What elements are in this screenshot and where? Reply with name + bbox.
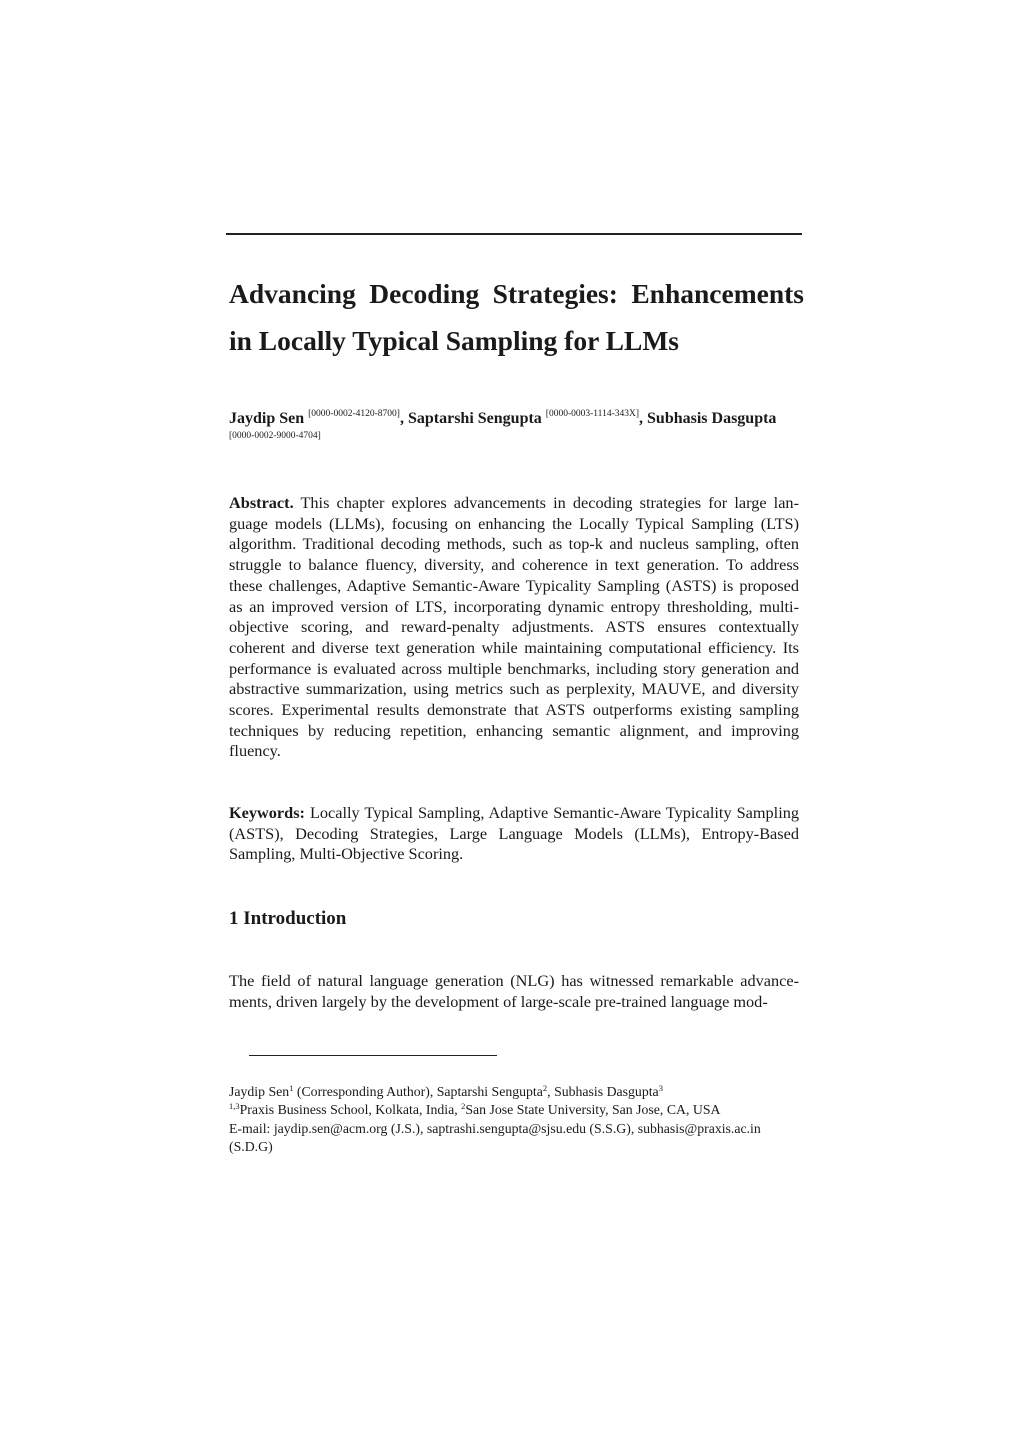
footnote xyxy=(229,1083,799,1156)
footnote-affiliations xyxy=(229,1101,799,1119)
footnote-affiliation: San Jose State University, San Jose, CA, USA xyxy=(465,1102,721,1118)
footnote-author: Jaydip Sen xyxy=(229,1084,290,1099)
footnote-sup: 2 xyxy=(542,1083,548,1093)
abstract-text: This chapter explores advancements in decoding strategies for large language models (LLMs), focusing on enhancing the Locally Typical Sampling (LTS) algorithm. Traditional decoding methods, such as top-k and nucleus sampling, often struggle to balance fluency, diversity, and coherence in text generation. To address these challenges, Adaptive Semantic-Aware Typicality Sampling (ASTS) is proposed as an improved version of LTS, incorporating dynamic entropy thresholding, multi-objective scoring, and reward-penalty adjustments. ASTS ensures contextually coherent and diverse text generation while maintaining computational efficiency. Its performance is evaluated across multiple benchmarks, including story generation and abstractive summarization, using metrics such as perplexity, MAUVE, and diversity scores. Experimental results demonstrate that ASTS outperforms existing sampling techniques by reducing repetition, enhancing semantic alignment, and improving fluency. xyxy=(229,493,799,761)
author-separator: , xyxy=(639,410,648,427)
author-name: Jaydip Sen xyxy=(229,410,305,427)
author-orcid: [0000-0002-4120-8700] xyxy=(308,409,400,419)
title-line-1: Advancing Decoding Strategies: Enhancements xyxy=(229,278,804,309)
footnote-author: Subhasis Dasgupta xyxy=(554,1084,659,1099)
footnote-affiliation: Praxis Business School, Kolkata, India, xyxy=(239,1102,462,1118)
footnote-sup: 2 xyxy=(461,1101,466,1112)
author-list xyxy=(229,408,801,452)
footnote-separator: , xyxy=(547,1084,555,1099)
author-orcid: [0000-0003-1114-343X] xyxy=(545,409,640,419)
author-orcid: [0000-0002-9000-4704] xyxy=(229,431,321,441)
footnote-note: (Corresponding Author), xyxy=(293,1084,437,1099)
abstract-label: Abstract. xyxy=(229,493,294,512)
title-line-2: in Locally Typical Sampling for LLMs xyxy=(229,325,680,356)
author-separator: , xyxy=(399,410,408,427)
paper-title xyxy=(229,270,804,364)
footnote-sup: 3 xyxy=(658,1083,663,1093)
introduction-paragraph: The field of natural language generation (NLG) has witnessed remarkable advancements, driven largely by the development of large-scale pre-trained language mod- xyxy=(229,971,799,1011)
keywords-label: Keywords: xyxy=(229,803,305,822)
footnote-emails: E-mail: jaydip.sen@acm.org (J.S.), saptrashi.sengupta@sjsu.edu (S.S.G), subhasis@praxis.ac.in (S.D.G) xyxy=(229,1120,761,1154)
keywords-text: Locally Typical Sampling, Adaptive Semantic-Aware Typicality Sampling (ASTS), Decoding Strategies, Large Language Models (LLMs), Entropy-Based Sampling, Multi-Objective Scoring. xyxy=(229,803,799,864)
keywords xyxy=(229,803,799,865)
footnote-sup: 1,3 xyxy=(229,1101,240,1112)
footnote-author: Saptarshi Sengupta xyxy=(436,1084,543,1099)
footnote-authors xyxy=(229,1083,799,1101)
footnote-sup: 1 xyxy=(289,1083,294,1093)
author-name: Subhasis Dasgupta xyxy=(647,410,777,427)
top-rule xyxy=(226,233,802,235)
author-name: Saptarshi Sengupta xyxy=(407,410,542,427)
footnote-rule xyxy=(249,1055,497,1056)
abstract xyxy=(229,493,799,762)
section-heading-introduction: 1 Introduction xyxy=(229,908,347,929)
